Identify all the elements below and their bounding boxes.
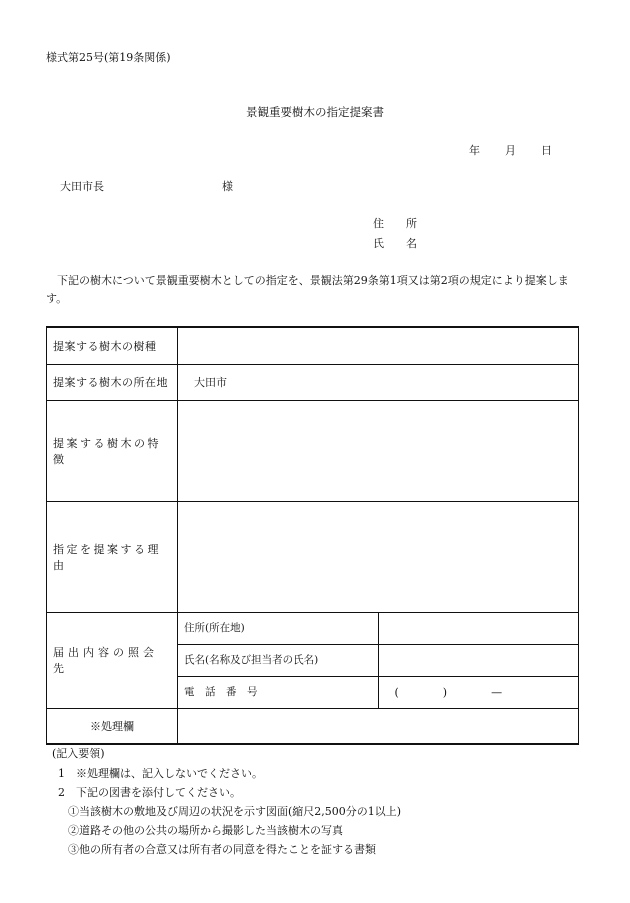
contact-phone-field[interactable]: ( ) — bbox=[378, 676, 579, 708]
processing-label: ※処理欄 bbox=[47, 708, 178, 744]
contact-address-row bbox=[47, 612, 579, 644]
document-title: 景観重要樹木の指定提案書 bbox=[246, 105, 384, 119]
location-field[interactable]: 大田市 bbox=[178, 364, 579, 400]
processing-field bbox=[178, 708, 579, 744]
form-number: 様式第25号(第19条関係) bbox=[46, 51, 171, 64]
features-row bbox=[47, 400, 579, 501]
contact-address-label: 住所(所在地) bbox=[178, 612, 379, 644]
applicant-address-label: 住 所 bbox=[373, 217, 417, 230]
note-sub-1: ①当該樹木の敷地及び周辺の状況を示す図面(縮尺2,500分の1以上) bbox=[68, 805, 402, 818]
location-label: 提案する樹木の所在地 bbox=[47, 364, 178, 400]
notes-heading: (記入要領) bbox=[52, 747, 105, 760]
note-sub-3: ③他の所有者の合意又は所有者の同意を得たことを証する書類 bbox=[68, 843, 376, 856]
reason-row bbox=[47, 501, 579, 612]
addressee-name: 大田市長 bbox=[60, 180, 104, 193]
contact-address-field[interactable] bbox=[378, 612, 579, 644]
day-label: 日 bbox=[541, 144, 552, 157]
note-sub-2: ②道路その他の公共の場所から撮影した当該樹木の写真 bbox=[68, 824, 343, 837]
date-line bbox=[469, 145, 552, 156]
contact-name-field[interactable] bbox=[378, 644, 579, 676]
body-text: 下記の樹木について景観重要樹木としての指定を、景観法第29条第1項又は第2項の規定により提案します。 bbox=[46, 274, 569, 305]
reason-label: 指定を提案する理由 bbox=[47, 501, 178, 612]
features-field[interactable] bbox=[178, 400, 579, 501]
addressee bbox=[60, 180, 233, 193]
note-item-2: 2 下記の図書を添付してください。 bbox=[58, 786, 241, 799]
addressee-honorific: 様 bbox=[222, 180, 233, 193]
contact-name-label: 氏名(名称及び担当者の氏名) bbox=[178, 644, 379, 676]
reason-field[interactable] bbox=[178, 501, 579, 612]
processing-row bbox=[47, 708, 579, 744]
location-row bbox=[47, 364, 579, 400]
proposal-table bbox=[46, 326, 579, 745]
year-label: 年 bbox=[469, 144, 480, 157]
contact-label: 届出内容の照会先 bbox=[47, 612, 178, 708]
features-label: 提案する樹木の特徴 bbox=[47, 400, 178, 501]
applicant-name-label: 氏 名 bbox=[373, 237, 417, 250]
species-row bbox=[47, 327, 579, 364]
contact-phone-label: 電 話 番 号 bbox=[178, 676, 379, 708]
species-field[interactable] bbox=[178, 327, 579, 364]
species-label: 提案する樹木の樹種 bbox=[47, 327, 178, 364]
note-item-1: 1 ※処理欄は、記入しないでください。 bbox=[58, 767, 263, 780]
month-label: 月 bbox=[505, 144, 516, 157]
